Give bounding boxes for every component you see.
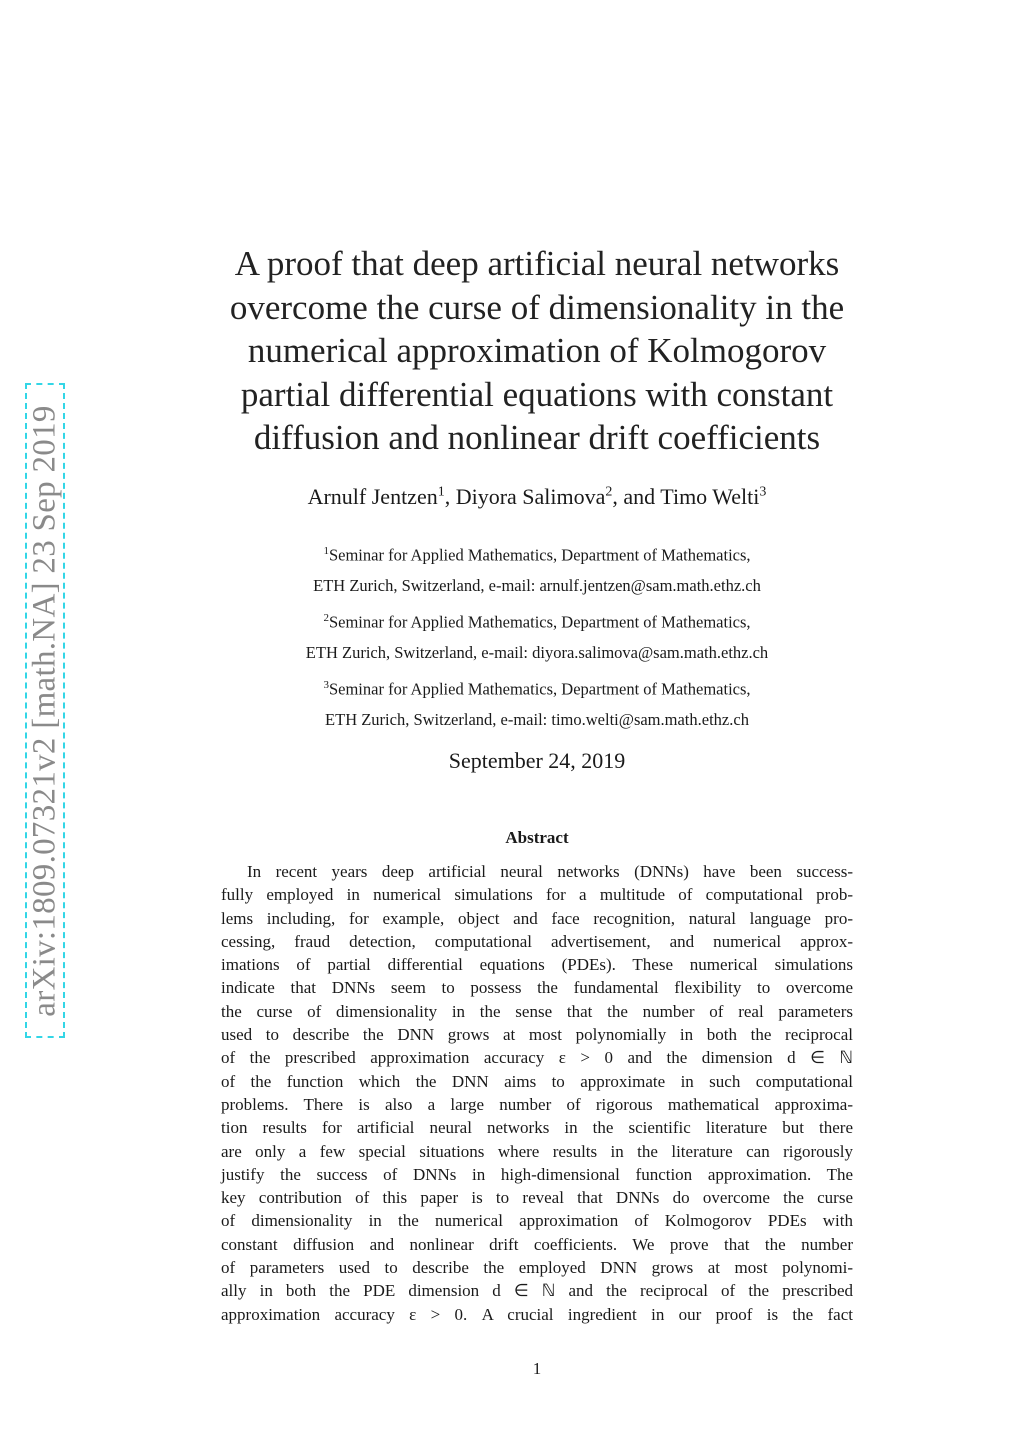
abstract-line: approximation accuracy ε > 0. A crucial ingredient in our proof is the fact	[221, 1304, 853, 1324]
abstract-line: key contribution of this paper is to reveal that DNNs do overcome the curse	[221, 1188, 853, 1208]
affiliation-2	[190, 603, 884, 668]
page-number: 1	[532, 1359, 542, 1378]
paper-date: September 24, 2019	[448, 748, 626, 773]
author-separator: , and	[612, 484, 661, 509]
title-line: partial differential equations with constant	[240, 374, 834, 414]
abstract-line: of the function which the DNN aims to approximate in such computational	[221, 1071, 853, 1091]
affiliation-email-line: ETH Zurich, Switzerland, e-mail: diyora.salimova@sam.math.ethz.ch	[305, 642, 769, 662]
title-line: numerical approximation of Kolmogorov	[247, 331, 827, 370]
author-affiliation-mark: 3	[759, 484, 767, 500]
affiliation-mark: 3	[323, 679, 329, 691]
abstract-line: ally in both the PDE dimension d ∈ ℕ and the reciprocal of the prescribed	[221, 1281, 853, 1301]
abstract-line: of the prescribed approximation accuracy ε > 0 and the dimension d ∈ ℕ	[221, 1048, 853, 1068]
abstract-body	[221, 860, 853, 1326]
abstract-line: constant diffusion and nonlinear drift coefficients. We prove that the number	[221, 1234, 853, 1254]
abstract-line: of dimensionality in the numerical approximation of Kolmogorov PDEs with	[221, 1211, 853, 1231]
abstract-line: the curse of dimensionality in the sense that the number of real parameters	[221, 1001, 853, 1021]
abstract-line: used to describe the DNN grows at most polynomially in both the reciprocal	[221, 1025, 853, 1045]
abstract-line: problems. There is also a large number of rigorous mathematical approxima-	[221, 1094, 853, 1114]
affiliation-text: Seminar for Applied Mathematics, Department of Mathematics,	[328, 545, 751, 565]
affiliation-email-line: ETH Zurich, Switzerland, e-mail: arnulf.jentzen@sam.math.ethz.ch	[313, 575, 761, 595]
author-affiliation-mark: 1	[437, 484, 445, 500]
paper-title	[190, 242, 884, 460]
author-separator: ,	[444, 484, 456, 509]
affiliation-mark: 2	[323, 612, 329, 624]
abstract-heading: Abstract	[505, 828, 569, 847]
affiliation-3	[190, 670, 884, 735]
abstract-line: imations of partial differential equations (PDEs). These numerical simulations	[221, 955, 853, 975]
author-name: Arnulf Jentzen	[307, 484, 438, 509]
affiliation-line	[190, 536, 884, 571]
title-line: diffusion and nonlinear drift coefficients	[253, 418, 821, 457]
affiliation-mark: 1	[323, 545, 329, 557]
arxiv-identifier-text: arXiv:1809.07321v2 [math.NA] 23 Sep 2019	[26, 404, 63, 1017]
affiliation-text: Seminar for Applied Mathematics, Department of Mathematics,	[328, 612, 751, 632]
abstract-line: are only a few special situations where results in the literature can rigorously	[221, 1141, 853, 1161]
title-line: A proof that deep artificial neural networks	[234, 244, 840, 283]
abstract-line: tion results for artificial neural networks in the scientific literature but there	[221, 1118, 853, 1138]
arxiv-identifier-stamp	[25, 383, 65, 1038]
abstract-line: cessing, fraud detection, computational advertisement, and numerical approx-	[221, 931, 853, 951]
title-line: overcome the curse of dimensionality in the	[229, 287, 845, 327]
abstract-line: fully employed in numerical simulations for a multitude of computational prob-	[221, 885, 853, 905]
author-name: Timo Welti	[660, 484, 760, 509]
abstract-line: In recent years deep artificial neural networks (DNNs) have been success-	[247, 862, 853, 881]
affiliation-text: Seminar for Applied Mathematics, Department of Mathematics,	[328, 679, 751, 699]
author-name: Diyora Salimova	[455, 484, 606, 509]
affiliation-line	[190, 670, 884, 705]
affiliation-email-line: ETH Zurich, Switzerland, e-mail: timo.welti@sam.math.ethz.ch	[325, 709, 749, 729]
abstract-line: indicate that DNNs seem to possess the fundamental flexibility to overcome	[221, 978, 853, 998]
abstract-line: of parameters used to describe the employed DNN grows at most polynomi-	[221, 1258, 853, 1278]
abstract-line: lems including, for example, object and face recognition, natural language pro-	[221, 908, 853, 928]
abstract-line: justify the success of DNNs in high-dimensional function approximation. The	[221, 1164, 853, 1184]
author-list	[190, 484, 884, 510]
affiliation-line	[190, 603, 884, 638]
author-affiliation-mark: 2	[605, 484, 613, 500]
affiliation-1	[190, 536, 884, 601]
